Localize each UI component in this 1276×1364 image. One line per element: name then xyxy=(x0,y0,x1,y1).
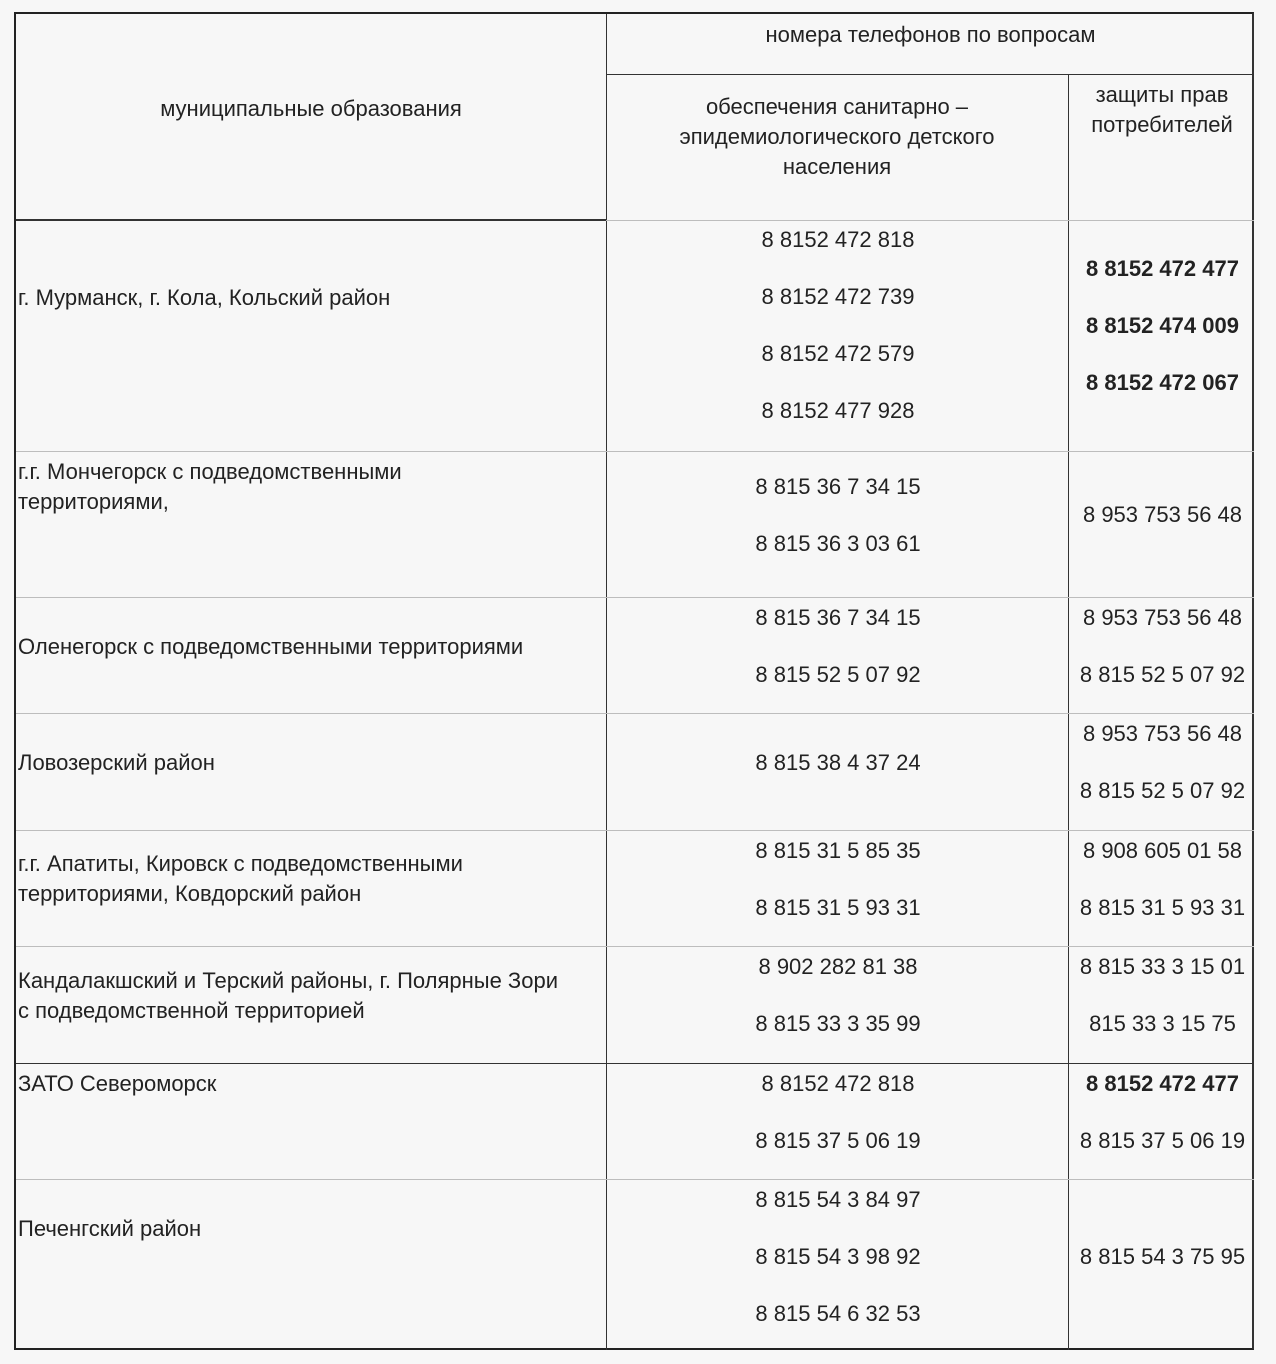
phone-number: 8 815 54 3 84 97 xyxy=(755,1187,921,1212)
row-divider xyxy=(16,451,1254,452)
row-municipality: Оленегорск с подведомственными территориями xyxy=(18,634,524,659)
row-sanitary-phones xyxy=(607,211,1069,439)
phone-number: 8 815 54 3 98 92 xyxy=(755,1244,921,1269)
phone-number: 8 953 753 56 48 xyxy=(1082,605,1243,630)
header-col-sanitary: обеспечения санитарно – эпидемиологического детского населения xyxy=(679,94,995,179)
row-consumer-phones xyxy=(1069,822,1256,936)
row-municipality: Печенгский район xyxy=(18,1216,202,1241)
phone-table xyxy=(14,12,1254,1350)
row-municipality: г. Мурманск, г. Кола, Кольский район xyxy=(18,285,391,310)
phone-number: 8 815 54 6 32 53 xyxy=(755,1301,921,1326)
phone-number: 8 815 54 3 75 95 xyxy=(1079,1244,1246,1269)
row-consumer-phones xyxy=(1069,240,1256,411)
row-municipality: Кандалакшский и Терский районы, г. Полярные Зори с подведомственной территорией xyxy=(18,968,558,1023)
phone-number: 8 8152 472 579 xyxy=(761,341,915,366)
phone-number: 815 33 3 15 75 xyxy=(1089,1011,1236,1036)
phone-number: 8 815 31 5 93 31 xyxy=(1079,895,1246,920)
phone-number: 8 953 753 56 48 xyxy=(1082,502,1243,527)
row-municipality: Ловозерский район xyxy=(18,750,215,775)
phone-number: 8 815 33 3 35 99 xyxy=(755,1011,921,1036)
phone-number: 8 815 31 5 93 31 xyxy=(755,895,921,920)
phone-number: 8 8152 472 818 xyxy=(761,1071,915,1096)
row-consumer-phones xyxy=(1069,1055,1256,1169)
row-sanitary-phones xyxy=(607,938,1069,1052)
phone-number: 8 8152 472 477 xyxy=(1086,256,1239,281)
phone-number: 8 953 753 56 48 xyxy=(1082,721,1243,746)
header-col-consumer: защиты прав потребителей xyxy=(1091,82,1233,137)
row-sanitary-phones xyxy=(607,1055,1069,1169)
phone-number: 8 815 37 5 06 19 xyxy=(755,1128,921,1153)
phone-number: 8 908 605 01 58 xyxy=(1082,838,1243,863)
phone-number: 8 815 31 5 85 35 xyxy=(755,838,921,863)
header-bottom xyxy=(16,219,607,221)
row-sanitary-phones xyxy=(607,458,1069,572)
row-consumer-phones xyxy=(1069,589,1256,703)
phone-number: 8 815 38 4 37 24 xyxy=(755,750,921,775)
phone-number: 8 8152 472 739 xyxy=(761,284,915,309)
header-phones-group: номера телефонов по вопросам xyxy=(765,22,1096,47)
phone-number: 8 8152 474 009 xyxy=(1086,313,1239,338)
phone-number: 8 8152 472 818 xyxy=(761,227,915,252)
phone-number: 8 815 37 5 06 19 xyxy=(1079,1128,1246,1153)
phone-number: 8 815 52 5 07 92 xyxy=(1079,778,1246,803)
row-consumer-phones xyxy=(1069,486,1256,543)
phone-number: 8 815 36 3 03 61 xyxy=(755,531,921,556)
row-consumer-phones xyxy=(1069,938,1256,1052)
phone-number: 8 8152 477 928 xyxy=(761,398,915,423)
phone-number: 8 815 36 7 34 15 xyxy=(755,605,921,630)
row-sanitary-phones xyxy=(607,822,1069,936)
row-municipality: г.г. Мончегорск с подведомственными территориями, xyxy=(18,459,402,514)
header-subdivider xyxy=(606,74,1254,75)
row-consumer-phones xyxy=(1069,1228,1256,1285)
row-sanitary-phones xyxy=(607,734,1069,791)
phone-number: 8 815 33 3 15 01 xyxy=(1079,954,1246,979)
phone-number: 8 815 52 5 07 92 xyxy=(1079,662,1246,687)
row-municipality: г.г. Апатиты, Кировск с подведомственными территориями, Ковдорский район xyxy=(18,851,463,906)
phone-number: 8 8152 472 477 xyxy=(1086,1071,1239,1096)
phone-number: 8 902 282 81 38 xyxy=(758,954,918,979)
row-sanitary-phones xyxy=(607,589,1069,703)
row-consumer-phones xyxy=(1069,705,1256,819)
phone-number: 8 8152 472 067 xyxy=(1086,370,1239,395)
row-municipality: ЗАТО Североморск xyxy=(18,1071,217,1096)
header-municipalities: муниципальные образования xyxy=(160,96,462,121)
row-sanitary-phones xyxy=(607,1171,1069,1342)
phone-number: 8 815 36 7 34 15 xyxy=(755,474,921,499)
phone-number: 8 815 52 5 07 92 xyxy=(755,662,921,687)
